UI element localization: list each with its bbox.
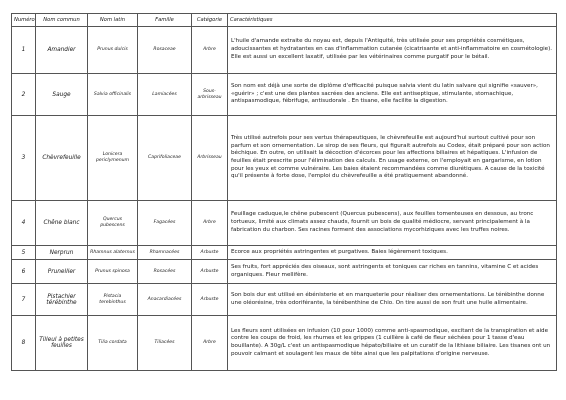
cell-famille: Rhamnacées: [138, 246, 192, 260]
cell-categorie: Arbre: [192, 27, 228, 74]
cell-nom-commun: Nerprun: [36, 246, 88, 260]
header-famille: Famille: [138, 14, 192, 27]
cell-categorie: Arbuste: [192, 284, 228, 316]
cell-categorie: Arbuste: [192, 260, 228, 284]
cell-nom-latin: Prunus dulcis: [88, 27, 138, 74]
table-row: [12, 116, 557, 201]
plants-table: [11, 13, 557, 371]
cell-nom-latin: Salvia officinalis: [88, 74, 138, 116]
cell-caracteristiques: Très utilisé autrefois pour ses vertus thérapeutiques, le chèvrefeuille est aujourd'hui surtout cultivé pour son parfum et son ornementation. Le sirop de ses fleurs, qui figurait autrefois au Codex, était préparé pour son action béchique. En outre, on utilisait la décoction d'écorces pour les affections biliaires et hépatiques. L'infusion de feuilles était prescrite pour l'élimination des calculs. En usage externe, on l'employait en gargarisme, en lotion pour les yeux et comme vulnéraire. Les baies étaient recommandées comme diurétiques. A cause de la toxicité qu'il présente à forte dose, l'emploi du chèvrefeuille a été pratiquement abandonné.: [228, 116, 557, 201]
table-row: [12, 284, 557, 316]
header-nom-commun: Nom commun: [36, 14, 88, 27]
cell-famille: Tiliacées: [138, 316, 192, 371]
table-header-row: [12, 14, 557, 27]
document-page: [11, 13, 556, 371]
cell-famille: Lamiacées: [138, 74, 192, 116]
table-row: [12, 74, 557, 116]
cell-categorie: Arbre: [192, 201, 228, 246]
cell-caracteristiques: Son nom est déjà une sorte de diplôme d'efficacité puisque salvia vient du latin salvare qui signifie «sauver», «guérir» ; c'est une des plantes sacrées des anciens. Elle est antiseptique, stimulante, stomachique, antispasmodique, fébrifuge, antisudorale . En tisane, elle facilite la digestion.: [228, 74, 557, 116]
cell-categorie: Arbuste: [192, 246, 228, 260]
cell-nom-latin: Quercus pubescens: [88, 201, 138, 246]
table-row: [12, 246, 557, 260]
header-numero: Numéro: [12, 14, 36, 27]
cell-categorie: Sous-arbrisseau: [192, 74, 228, 116]
cell-nom-latin: Rhamnus alaternus: [88, 246, 138, 260]
cell-nom-latin: Prunus spinosa: [88, 260, 138, 284]
table-row: [12, 260, 557, 284]
cell-nom-latin: Tilia cordata: [88, 316, 138, 371]
cell-nom-commun: Amandier: [36, 27, 88, 74]
cell-nom-commun: Sauge: [36, 74, 88, 116]
cell-numero: 7: [12, 284, 36, 316]
cell-numero: 2: [12, 74, 36, 116]
header-categorie: Catégorie: [192, 14, 228, 27]
cell-numero: 8: [12, 316, 36, 371]
cell-caracteristiques: L'huile d'amande extraite du noyau est, depuis l'Antiquité, très utilisée pour ses propriétés cosmétiques, adoucissantes et hydratantes en cas d'inflammation cutanée (cicatrisante et anti-inflammatoire en cosmétologie). Elle est aussi un excellent laxatif, utilisée par les vétérinaires comme purgatif pour le bétail.: [228, 27, 557, 74]
cell-numero: 1: [12, 27, 36, 74]
cell-nom-commun: Pistachier térébinthe: [36, 284, 88, 316]
cell-numero: 6: [12, 260, 36, 284]
cell-famille: Rosacées: [138, 260, 192, 284]
cell-nom-commun: Prunellier: [36, 260, 88, 284]
cell-numero: 4: [12, 201, 36, 246]
cell-numero: 5: [12, 246, 36, 260]
header-nom-latin: Nom latin: [88, 14, 138, 27]
cell-nom-commun: Chèvrefeuille: [36, 116, 88, 201]
table-row: [12, 316, 557, 371]
cell-famille: Anacardiacées: [138, 284, 192, 316]
table-row: [12, 27, 557, 74]
cell-caracteristiques: Ses fruits, fort appréciés des oiseaux, sont astringents et toniques car riches en tannins, vitamine C et acides organiques. Fleur mellifère.: [228, 260, 557, 284]
cell-famille: Caprifoliaceae: [138, 116, 192, 201]
header-caracteristiques: Caractéristiques: [228, 14, 557, 27]
cell-famille: Fagacées: [138, 201, 192, 246]
cell-nom-commun: Tilleul à petites feuilles: [36, 316, 88, 371]
cell-caracteristiques: Son bois dur est utilisé en ébénisterie et en marqueterie pour réaliser des ornementations. Le térébinthe donne une oléorésine, très odoriférante, la térébenthine de Chio. On tire aussi de son fruit une huile alimentaire.: [228, 284, 557, 316]
cell-categorie: Arbre: [192, 316, 228, 371]
cell-nom-latin: Lonicera periclymenum: [88, 116, 138, 201]
cell-caracteristiques: Feuillage caduque,le chêne pubescent (Quercus pubescens), aux feuilles tomenteuses en dessous, au tronc tortueux, limité aux climats assez chauds, fournit un bois de qualité médiocre, servant principalement à la fabrication du charbon. Ses racines forment des associations mycorhiziques avec les truffes noires.: [228, 201, 557, 246]
cell-caracteristiques: Les fleurs sont utilisées en infusion (10 pour 1000) comme anti-spasmodique, excitant de la transpiration et aide contre les coups de froid, les rhumes et les grippes (1 cuillère à café de fleur séchées pour 1 tasse d'eau bouillante). A 30g/L c'est un antispasmodique hépato/biliaire et un curatif de la lithiase biliaire. Les tisanes ont un pouvoir calmant et soulagent les maux de tête ainsi que les palpitations d'origine nerveuse.: [228, 316, 557, 371]
cell-caracteristiques: Ecorce aux propriétés astringentes et purgatives. Baies légèrement toxiques.: [228, 246, 557, 260]
cell-nom-commun: Chêne blanc: [36, 201, 88, 246]
cell-famille: Rosaceae: [138, 27, 192, 74]
cell-numero: 3: [12, 116, 36, 201]
cell-nom-latin: Pistacia terebinthus: [88, 284, 138, 316]
table-row: [12, 201, 557, 246]
cell-categorie: Arbrisseau: [192, 116, 228, 201]
